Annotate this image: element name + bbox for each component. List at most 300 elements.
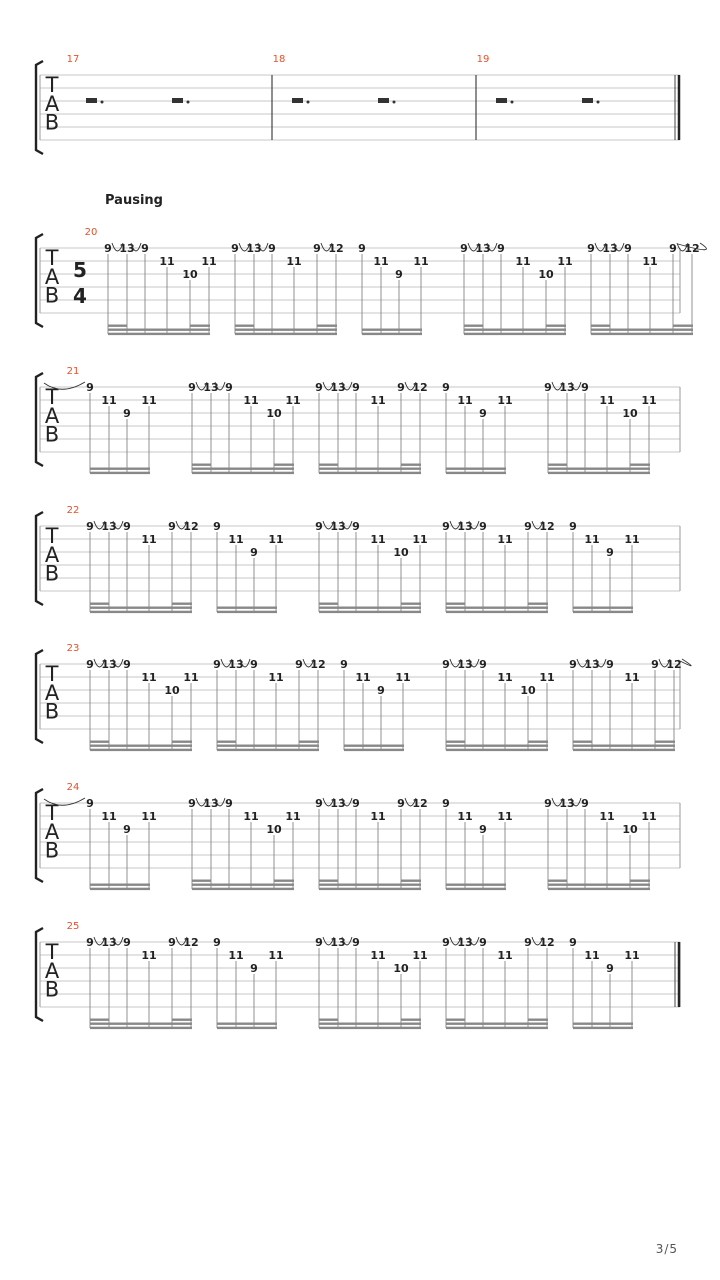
fret-number: 13 — [246, 242, 262, 255]
beam — [319, 880, 338, 882]
tab-clef-letter: B — [44, 699, 60, 724]
measure-number: 21 — [66, 366, 80, 377]
beam — [446, 884, 506, 886]
tab-clef-letter: B — [44, 838, 60, 863]
fret-number: 13 — [330, 936, 346, 949]
fret-number: 9 — [352, 381, 360, 394]
fret-number: 13 — [203, 797, 219, 810]
fret-number: 11 — [141, 949, 157, 962]
fret-number: 9 — [268, 242, 276, 255]
fret-number: 9 — [606, 658, 614, 671]
beam — [217, 749, 319, 751]
tab-clef-letter: B — [44, 561, 60, 586]
fret-number: 11 — [141, 671, 157, 684]
beam — [217, 741, 236, 743]
beam — [573, 741, 592, 743]
fret-number: 11 — [412, 533, 428, 546]
measure-number: 24 — [66, 782, 80, 793]
fret-number: 11 — [624, 671, 640, 684]
tab-clef-letter: A — [44, 819, 60, 844]
beam — [573, 607, 633, 609]
measure-number: 22 — [66, 505, 80, 516]
beam — [235, 329, 337, 331]
beam — [299, 741, 319, 743]
fret-number: 9 — [295, 658, 303, 671]
fret-number: 11 — [515, 255, 531, 268]
fret-number: 13 — [584, 658, 600, 671]
fret-number: 9 — [213, 936, 221, 949]
rest-dot — [187, 101, 190, 104]
fret-number: 9 — [213, 520, 221, 533]
beam — [319, 1023, 421, 1025]
beam — [362, 333, 422, 335]
fret-number: 10 — [164, 684, 180, 697]
fret-number: 9 — [340, 658, 348, 671]
half-rest — [292, 98, 303, 103]
measure-number: 25 — [66, 921, 80, 932]
beam — [446, 611, 548, 613]
fret-number: 11 — [285, 394, 301, 407]
fret-number: 11 — [243, 810, 259, 823]
beam — [528, 603, 548, 605]
beam — [90, 611, 192, 613]
fret-number: 13 — [559, 797, 575, 810]
beam — [401, 464, 421, 466]
beam — [446, 607, 548, 609]
fret-number: 11 — [285, 810, 301, 823]
fret-number: 9 — [569, 658, 577, 671]
fret-number: 11 — [228, 533, 244, 546]
beam — [274, 880, 294, 882]
fret-number: 11 — [641, 810, 657, 823]
fret-number: 9 — [587, 242, 595, 255]
beam — [319, 472, 421, 474]
beam — [217, 1027, 277, 1029]
tab-clef-letter: T — [45, 662, 59, 686]
beam — [319, 1019, 338, 1021]
fret-number: 11 — [642, 255, 658, 268]
section-label: Pausing — [105, 193, 163, 208]
fret-number: 9 — [123, 520, 131, 533]
measure-number: 17 — [66, 54, 80, 65]
beam — [319, 1027, 421, 1029]
beam — [319, 468, 421, 470]
fret-number: 9 — [315, 520, 323, 533]
beam — [192, 472, 294, 474]
fret-number: 9 — [479, 520, 487, 533]
measure-number: 19 — [476, 54, 490, 65]
beam — [90, 1019, 109, 1021]
beam — [546, 325, 566, 327]
beam — [90, 1023, 192, 1025]
beam — [464, 325, 483, 327]
fret-number: 12 — [310, 658, 326, 671]
fret-number: 11 — [159, 255, 175, 268]
half-rest — [378, 98, 389, 103]
fret-number: 9 — [123, 936, 131, 949]
fret-number: 11 — [497, 394, 513, 407]
fret-number: 9 — [624, 242, 632, 255]
beam — [90, 749, 192, 751]
fret-number: 12 — [666, 658, 682, 671]
fret-number: 10 — [266, 407, 282, 420]
beam — [630, 464, 650, 466]
fret-number: 10 — [182, 268, 198, 281]
fret-number: 9 — [352, 936, 360, 949]
fret-number: 9 — [168, 936, 176, 949]
beam — [172, 741, 192, 743]
beam — [591, 325, 610, 327]
fret-number: 13 — [330, 520, 346, 533]
fret-number: 9 — [397, 381, 405, 394]
fret-number: 12 — [412, 797, 428, 810]
fret-number: 9 — [442, 658, 450, 671]
beam — [90, 468, 150, 470]
fret-number: 11 — [497, 671, 513, 684]
fret-number: 9 — [358, 242, 366, 255]
fret-number: 9 — [86, 381, 94, 394]
fret-number: 9 — [86, 520, 94, 533]
fret-number: 9 — [315, 936, 323, 949]
fret-number: 11 — [355, 671, 371, 684]
fret-number: 11 — [584, 949, 600, 962]
fret-number: 11 — [243, 394, 259, 407]
tab-clef-letter: A — [44, 91, 60, 116]
beam — [192, 880, 211, 882]
beam — [591, 333, 693, 335]
rest-dot — [101, 101, 104, 104]
fret-number: 13 — [602, 242, 618, 255]
fret-number: 9 — [581, 381, 589, 394]
fret-number: 9 — [569, 520, 577, 533]
beam — [192, 888, 294, 890]
fret-number: 9 — [225, 381, 233, 394]
beam — [90, 472, 150, 474]
fret-number: 13 — [457, 936, 473, 949]
beam — [401, 603, 421, 605]
half-rest — [172, 98, 183, 103]
beam — [528, 1019, 548, 1021]
fret-number: 9 — [395, 268, 403, 281]
page-number: 3/5 — [655, 1242, 678, 1256]
measure-number: 20 — [84, 227, 98, 238]
fret-number: 9 — [123, 823, 131, 836]
fret-number: 9 — [479, 407, 487, 420]
fret-number: 10 — [622, 407, 638, 420]
fret-number: 9 — [569, 936, 577, 949]
fret-number: 9 — [606, 546, 614, 559]
beam — [192, 884, 294, 886]
fret-number: 9 — [86, 936, 94, 949]
fret-number: 13 — [559, 381, 575, 394]
fret-number: 9 — [442, 520, 450, 533]
fret-number: 9 — [315, 797, 323, 810]
beam — [446, 888, 506, 890]
fret-number: 11 — [624, 533, 640, 546]
beam — [108, 325, 127, 327]
beam — [446, 741, 465, 743]
fret-number: 9 — [225, 797, 233, 810]
beam — [446, 1019, 465, 1021]
fret-number: 11 — [599, 810, 615, 823]
fret-number: 11 — [228, 949, 244, 962]
fret-number: 11 — [497, 533, 513, 546]
beam — [655, 741, 675, 743]
fret-number: 9 — [544, 381, 552, 394]
beam — [217, 1023, 277, 1025]
fret-number: 9 — [250, 658, 258, 671]
beam — [548, 472, 650, 474]
rest-dot — [511, 101, 514, 104]
fret-number: 11 — [497, 810, 513, 823]
fret-number: 11 — [497, 949, 513, 962]
fret-number: 9 — [377, 684, 385, 697]
fret-number: 13 — [475, 242, 491, 255]
fret-number: 11 — [101, 394, 117, 407]
fret-number: 9 — [141, 242, 149, 255]
beam — [192, 464, 211, 466]
fret-number: 9 — [397, 797, 405, 810]
beam — [548, 468, 650, 470]
fret-number: 12 — [328, 242, 344, 255]
beam — [464, 329, 566, 331]
fret-number: 9 — [188, 797, 196, 810]
fret-number: 12 — [183, 520, 199, 533]
fret-number: 11 — [641, 394, 657, 407]
beam — [319, 607, 421, 609]
tab-clef-letter: A — [44, 542, 60, 567]
fret-number: 11 — [373, 255, 389, 268]
beam — [217, 611, 277, 613]
fret-number: 11 — [370, 810, 386, 823]
beam — [108, 329, 210, 331]
beam — [591, 329, 693, 331]
rest-dot — [393, 101, 396, 104]
beam — [573, 1023, 633, 1025]
beam — [446, 1023, 548, 1025]
beam — [573, 1027, 633, 1029]
beam — [446, 603, 465, 605]
beam — [90, 1027, 192, 1029]
tab-clef-letter: T — [45, 524, 59, 548]
fret-number: 9 — [123, 658, 131, 671]
tab-clef-letter: B — [44, 283, 60, 308]
beam — [446, 1027, 548, 1029]
beam — [573, 611, 633, 613]
fret-number: 9 — [86, 797, 94, 810]
beam — [446, 749, 548, 751]
tab-clef-letter: T — [45, 246, 59, 270]
fret-number: 12 — [539, 936, 555, 949]
half-rest — [496, 98, 507, 103]
fret-number: 12 — [183, 936, 199, 949]
beam — [528, 741, 548, 743]
fret-number: 9 — [188, 381, 196, 394]
fret-number: 11 — [101, 810, 117, 823]
fret-number: 11 — [539, 671, 555, 684]
fret-number: 11 — [412, 949, 428, 962]
beam — [319, 464, 338, 466]
tab-clef-letter: B — [44, 977, 60, 1002]
fret-number: 9 — [479, 823, 487, 836]
beam — [344, 749, 404, 751]
tab-clef-letter: A — [44, 680, 60, 705]
fret-number: 10 — [393, 546, 409, 559]
fret-number: 11 — [183, 671, 199, 684]
fret-number: 9 — [524, 936, 532, 949]
beam — [90, 603, 109, 605]
beam — [108, 333, 210, 335]
fret-number: 11 — [457, 394, 473, 407]
fret-number: 11 — [141, 394, 157, 407]
beam — [235, 333, 337, 335]
fret-number: 13 — [101, 520, 117, 533]
beam — [548, 880, 567, 882]
fret-number: 9 — [250, 962, 258, 975]
measure-number: 18 — [272, 54, 286, 65]
fret-number: 10 — [266, 823, 282, 836]
fret-number: 11 — [457, 810, 473, 823]
beam — [90, 745, 192, 747]
fret-number: 11 — [624, 949, 640, 962]
fret-number: 11 — [286, 255, 302, 268]
fret-number: 13 — [457, 658, 473, 671]
beam — [319, 888, 421, 890]
fret-number: 11 — [268, 949, 284, 962]
fret-number: 9 — [479, 658, 487, 671]
fret-number: 9 — [606, 962, 614, 975]
fret-number: 9 — [442, 381, 450, 394]
beam — [573, 749, 675, 751]
beam — [344, 745, 404, 747]
fret-number: 11 — [268, 671, 284, 684]
fret-number: 12 — [539, 520, 555, 533]
rest-dot — [307, 101, 310, 104]
fret-number: 13 — [203, 381, 219, 394]
fret-number: 11 — [370, 533, 386, 546]
beam — [90, 888, 150, 890]
tab-clef-letter: B — [44, 422, 60, 447]
fret-number: 9 — [123, 407, 131, 420]
beam — [90, 884, 150, 886]
fret-number: 12 — [684, 242, 700, 255]
beam — [401, 1019, 421, 1021]
beam — [319, 603, 338, 605]
fret-number: 11 — [599, 394, 615, 407]
fret-number: 9 — [442, 797, 450, 810]
fret-number: 9 — [669, 242, 677, 255]
measure-number: 23 — [66, 643, 80, 654]
beam — [362, 329, 422, 331]
beam — [630, 880, 650, 882]
fret-number: 9 — [581, 797, 589, 810]
tab-clef-letter: T — [45, 73, 59, 97]
fret-number: 9 — [313, 242, 321, 255]
beam — [192, 468, 294, 470]
rest-dot — [597, 101, 600, 104]
beam — [464, 333, 566, 335]
beam — [217, 745, 319, 747]
fret-number: 11 — [584, 533, 600, 546]
beam — [573, 745, 675, 747]
time-signature-numerator: 5 — [73, 258, 87, 282]
fret-number: 11 — [141, 810, 157, 823]
fret-number: 10 — [393, 962, 409, 975]
fret-number: 9 — [168, 520, 176, 533]
beam — [317, 325, 337, 327]
fret-number: 9 — [213, 658, 221, 671]
beam — [172, 1019, 192, 1021]
fret-number: 13 — [457, 520, 473, 533]
tab-clef-letter: T — [45, 385, 59, 409]
fret-number: 9 — [524, 520, 532, 533]
fret-number: 9 — [86, 658, 94, 671]
beam — [446, 745, 548, 747]
half-rest — [582, 98, 593, 103]
time-signature-denominator: 4 — [73, 284, 87, 308]
beam — [319, 611, 421, 613]
beam — [401, 880, 421, 882]
beam — [235, 325, 254, 327]
tab-clef-letter: A — [44, 403, 60, 428]
fret-number: 10 — [538, 268, 554, 281]
fret-number: 9 — [544, 797, 552, 810]
fret-number: 11 — [370, 949, 386, 962]
fret-number: 11 — [141, 533, 157, 546]
beam — [446, 468, 506, 470]
fret-number: 11 — [413, 255, 429, 268]
fret-number: 11 — [201, 255, 217, 268]
beam — [172, 603, 192, 605]
fret-number: 9 — [315, 381, 323, 394]
beam — [274, 464, 294, 466]
beam — [548, 884, 650, 886]
beam — [446, 472, 506, 474]
tab-clef-letter: B — [44, 110, 60, 135]
beam — [548, 464, 567, 466]
beam — [548, 888, 650, 890]
half-rest — [86, 98, 97, 103]
fret-number: 13 — [330, 381, 346, 394]
fret-number: 10 — [520, 684, 536, 697]
fret-number: 11 — [268, 533, 284, 546]
beam — [319, 884, 421, 886]
beam — [90, 607, 192, 609]
fret-number: 13 — [228, 658, 244, 671]
fret-number: 9 — [479, 936, 487, 949]
fret-number: 13 — [101, 658, 117, 671]
fret-number: 11 — [395, 671, 411, 684]
fret-number: 9 — [442, 936, 450, 949]
fret-number: 9 — [250, 546, 258, 559]
tab-clef-letter: T — [45, 940, 59, 964]
tab-clef-letter: A — [44, 264, 60, 289]
fret-number: 11 — [370, 394, 386, 407]
fret-number: 10 — [622, 823, 638, 836]
fret-number: 9 — [497, 242, 505, 255]
beam — [217, 607, 277, 609]
fret-number: 13 — [330, 797, 346, 810]
fret-number: 9 — [231, 242, 239, 255]
tab-clef-letter: T — [45, 801, 59, 825]
fret-number: 13 — [119, 242, 135, 255]
fret-number: 9 — [352, 520, 360, 533]
tab-clef-letter: A — [44, 958, 60, 983]
fret-number: 9 — [104, 242, 112, 255]
fret-number: 11 — [557, 255, 573, 268]
fret-number: 9 — [460, 242, 468, 255]
fret-number: 12 — [412, 381, 428, 394]
